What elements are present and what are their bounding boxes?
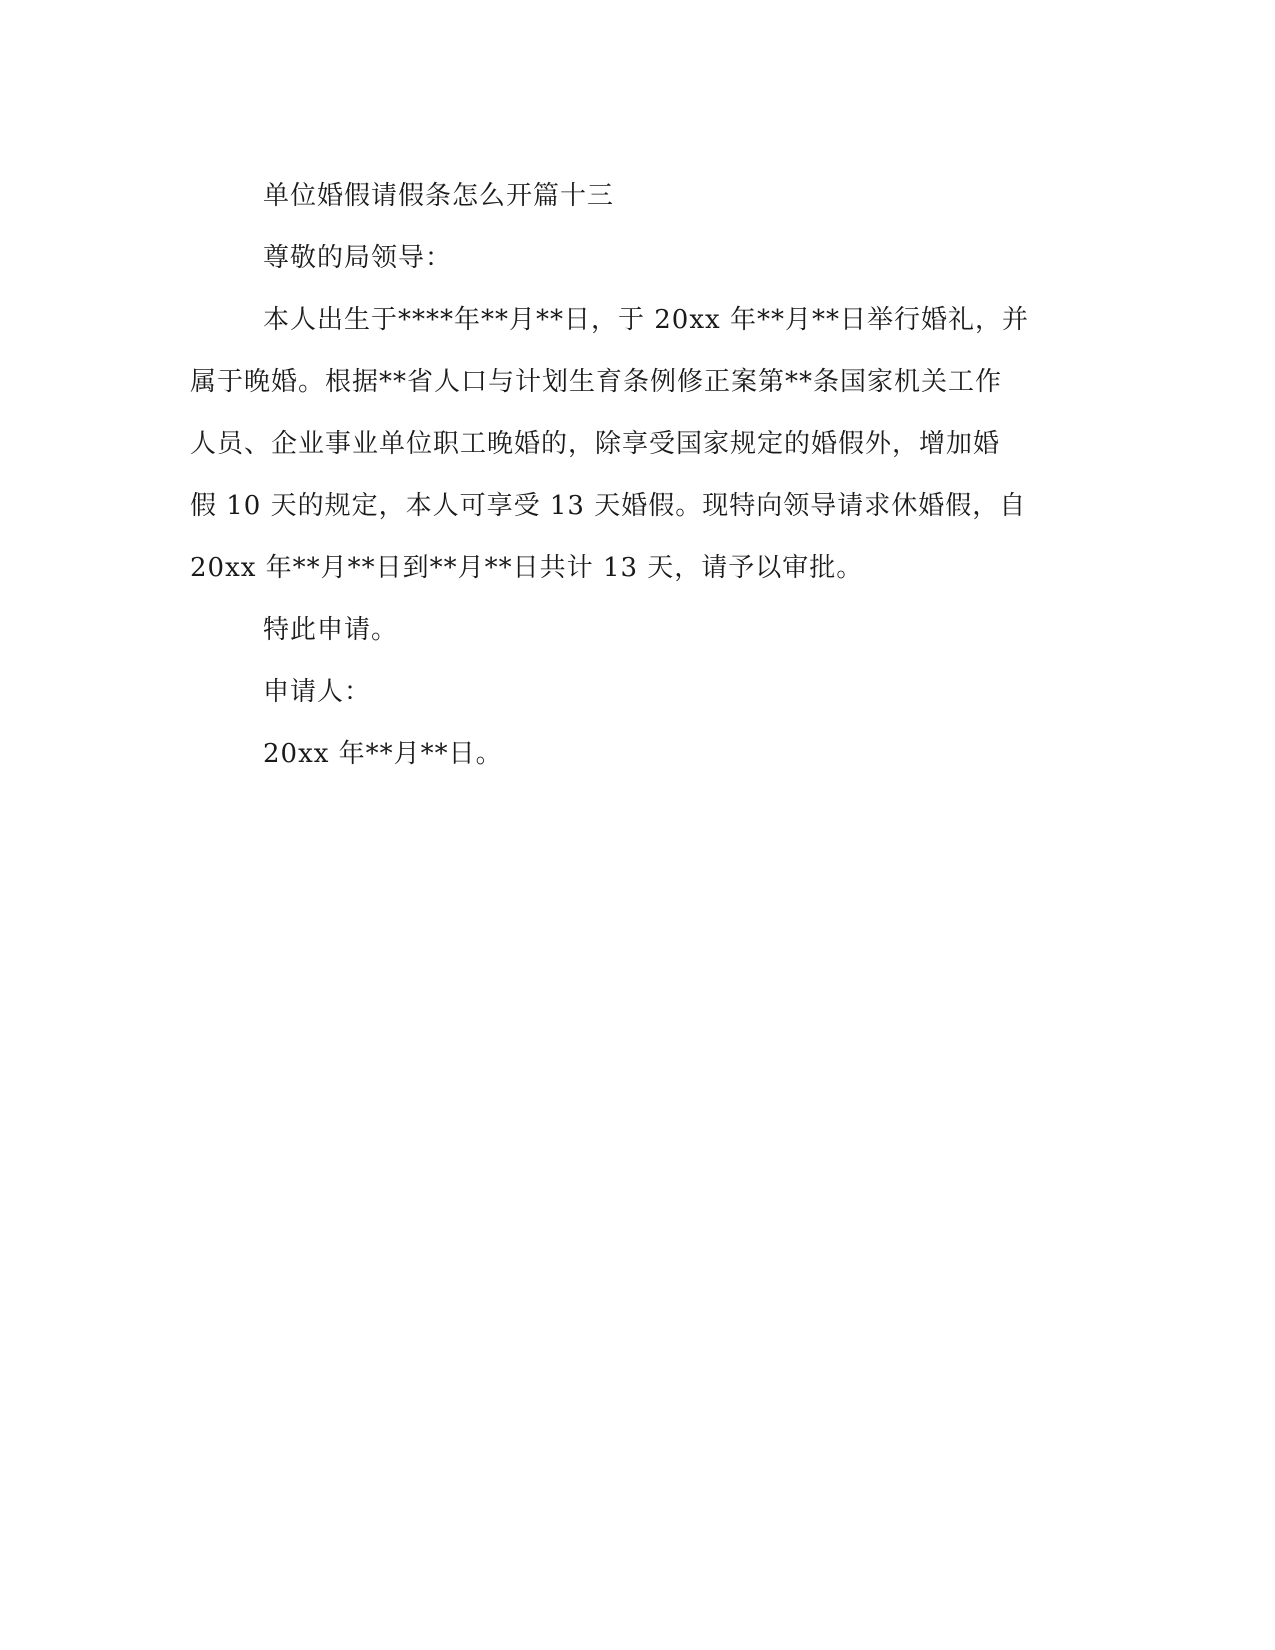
body-line: 假 10 天的规定，本人可享受 13 天婚假。现特向领导请求休婚假，自 [190, 491, 1027, 521]
body-line: 人员、企业事业单位职工晚婚的，除享受国家规定的婚假外，增加婚 [190, 429, 1001, 459]
letter-content [190, 165, 1070, 785]
body-line: 属于晚婚。根据**省人口与计划生育条例修正案第**条国家机关工作 [190, 367, 1003, 397]
closing-remark: 特此申请。 [263, 615, 399, 645]
document-title: 单位婚假请假条怎么开篇十三 [263, 181, 615, 211]
applicant-label: 申请人： [263, 677, 372, 707]
salutation: 尊敬的局领导： [263, 243, 453, 273]
body-line: 20xx 年**月**日到**月**日共计 13 天，请予以审批。 [190, 553, 864, 583]
body-line: 本人出生于****年**月**日，于 20xx 年**月**日举行婚礼，并 [263, 305, 1029, 335]
body-paragraph [190, 289, 1070, 599]
signature-date: 20xx 年**月**日。 [263, 739, 503, 769]
